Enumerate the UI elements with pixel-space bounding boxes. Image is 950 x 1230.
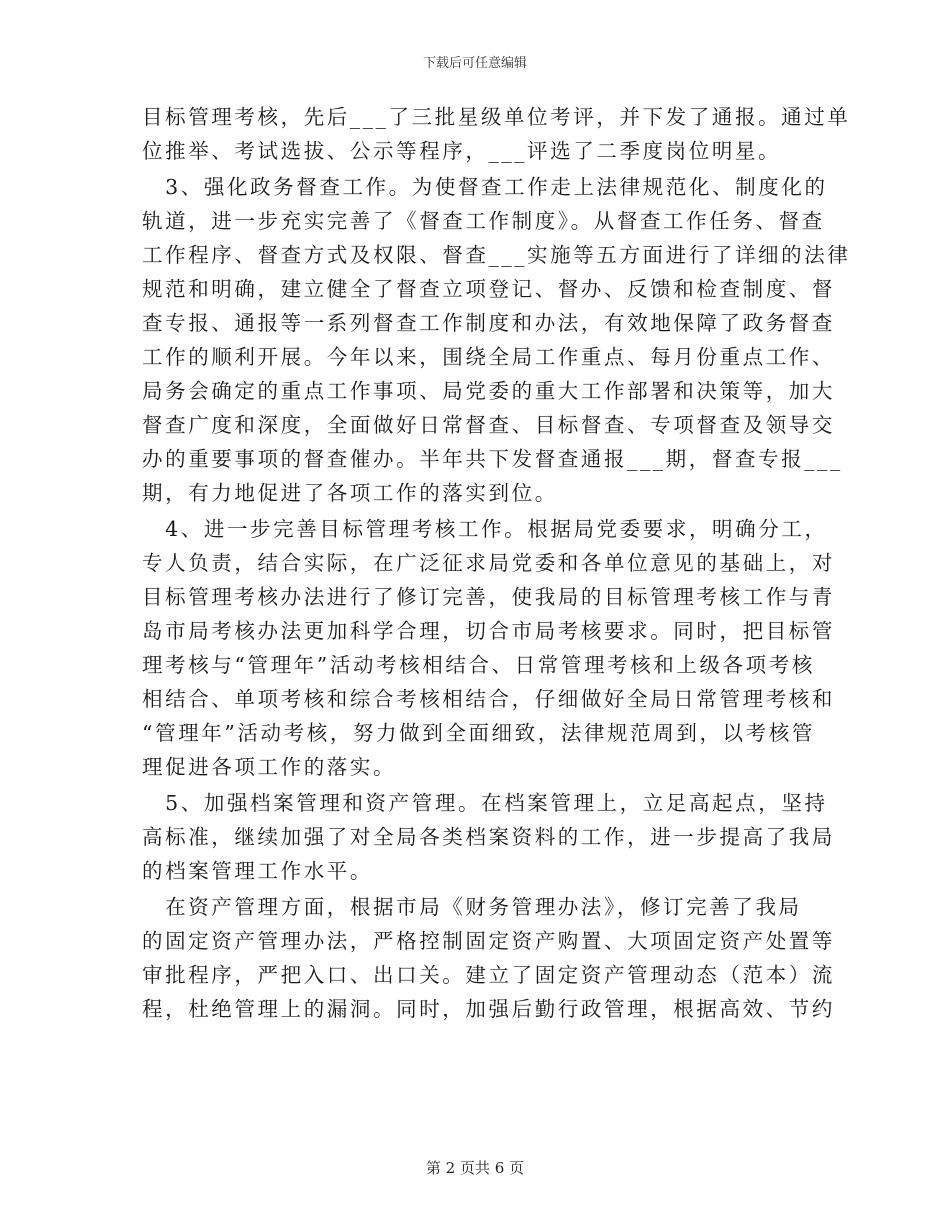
text-line: 岛市局考核办法更加科学合理，切合市局考核要求。同时，把目标管 <box>142 619 835 643</box>
text-line: 位推举、考试选拔、公示等程序，___评选了二季度岗位明星。 <box>142 139 782 163</box>
text-line: 3、强化政务督查工作。为使督查工作走上法律规范化、制度化的 <box>142 175 828 199</box>
text-line: 工作的顺利开展。今年以来，围绕全局工作重点、每月份重点工作、 <box>142 345 835 369</box>
text-line: 程，杜绝管理上的漏洞。同时，加强后勤行政管理，根据高效、节约 <box>142 997 835 1021</box>
text-line: 审批程序，严把入口、出口关。建立了固定资产管理动态（范本）流 <box>142 963 835 987</box>
text-line: 规范和明确，建立健全了督查立项登记、督办、反馈和检查制度、督 <box>142 277 835 301</box>
text-line: 查专报、通报等一系列督查工作制度和办法，有效地保障了政务督查 <box>142 311 835 335</box>
text-line: 4、进一步完善目标管理考核工作。根据局党委要求，明确分工， <box>142 517 828 541</box>
text-line: 在资产管理方面，根据市局《财务管理办法》，修订完善了我局 <box>142 895 802 919</box>
header-note: 下载后可任意编辑 <box>422 56 527 71</box>
text-line: 理促进各项工作的落实。 <box>142 755 397 779</box>
text-line: 期，有力地促进了各项工作的落实到位。 <box>142 481 558 505</box>
text-line: 目标管理考核办法进行了修订完善，使我局的目标管理考核工作与青 <box>142 585 835 609</box>
text-line: 的档案管理工作水平。 <box>142 859 373 883</box>
text-line: 专人负责，结合实际，在广泛征求局党委和各单位意见的基础上，对 <box>142 551 835 575</box>
text-line: “管理年”活动考核，努力做到全面细致，法律规范周到，以考核管 <box>142 721 815 745</box>
text-line: 督查广度和深度，全面做好日常督查、目标督查、专项督查及领导交 <box>142 413 835 437</box>
text-line: 办的重要事项的督查催办。半年共下发督查通报___期，督查专报___ <box>142 447 843 471</box>
text-line: 局务会确定的重点工作事项、局党委的重大工作部署和决策等，加大 <box>142 379 835 403</box>
text-line: 工作程序、督查方式及权限、督查___实施等五方面进行了详细的法律 <box>142 243 851 267</box>
text-line: 相结合、单项考核和综合考核相结合，仔细做好全局日常管理考核和 <box>142 687 835 711</box>
text-line: 目标管理考核，先后___了三批星级单位考评，并下发了通报。通过单 <box>142 105 851 129</box>
page-number: 第 2 页共 6 页 <box>425 1159 525 1177</box>
body-text <box>142 100 851 1026</box>
text-line: 高标准，继续加强了对全局各类档案资料的工作，进一步提高了我局 <box>142 825 835 849</box>
text-line: 轨道，进一步充实完善了《督查工作制度》。从督查工作任务、督查 <box>142 209 825 233</box>
text-line: 5、加强档案管理和资产管理。在档案管理上，立足高起点，坚持 <box>142 791 828 815</box>
text-line: 理考核与“管理年”活动考核相结合、日常管理考核和上级各项考核 <box>142 653 815 677</box>
text-line: 的固定资产管理办法，严格控制固定资产购置、大项固定资产处置等 <box>142 929 835 953</box>
